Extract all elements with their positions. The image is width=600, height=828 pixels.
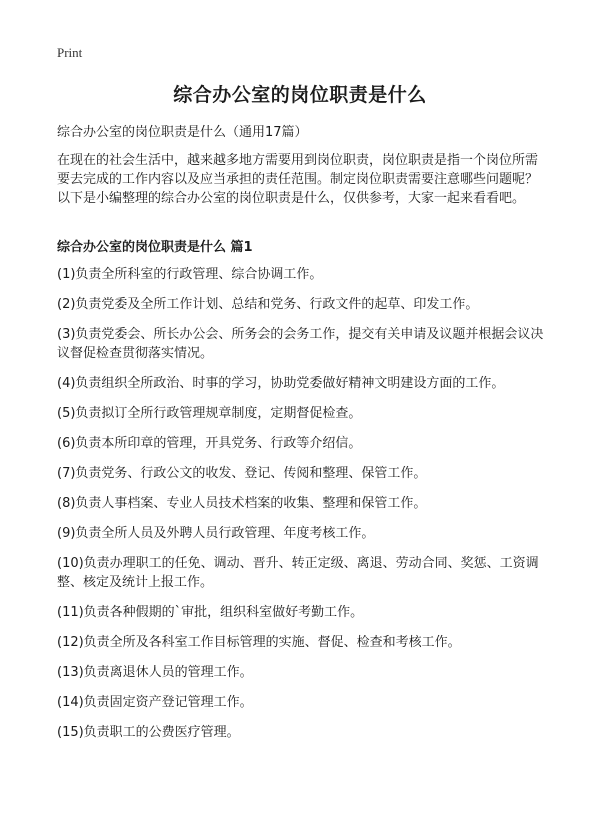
list-item: (6)负责本所印章的管理，开具党务、行政等介绍信。 — [57, 436, 362, 451]
page-title: 综合办公室的岗位职责是什么 — [173, 84, 427, 106]
print-label[interactable]: Print — [57, 45, 83, 60]
duty-list — [57, 265, 547, 753]
list-item: (9)负责全所人员及外聘人员行政管理、年度考核工作。 — [57, 526, 375, 541]
list-item: (2)负责党委及全所工作计划、总结和党务、行政文件的起草、印发工作。 — [57, 297, 479, 312]
list-item: (7)负责党务、行政公文的收发、登记、传阅和整理、保管工作。 — [57, 466, 427, 481]
list-item: (3)负责党委会、所长办公会、所务会的会务工作，提交有关申请及议题并根据会议决议督促检查贯彻落实情况。 — [57, 327, 544, 361]
list-item: (5)负责拟订全所行政管理规章制度，定期督促检查。 — [57, 406, 362, 421]
list-item: (8)负责人事档案、专业人员技术档案的收集、整理和保管工作。 — [57, 496, 427, 511]
list-item: (14)负责固定资产登记管理工作。 — [57, 695, 253, 710]
list-item: (13)负责离退休人员的管理工作。 — [57, 665, 253, 680]
document-subtitle: 综合办公室的岗位职责是什么（通用17篇） — [57, 125, 308, 140]
list-item: (1)负责全所科室的行政管理、综合协调工作。 — [57, 267, 323, 282]
list-item: (12)负责全所及各科室工作目标管理的实施、督促、检查和考核工作。 — [57, 635, 461, 650]
list-item: (11)负责各种假期的`审批，组织科室做好考勤工作。 — [57, 605, 364, 620]
list-item: (4)负责组织全所政治、时事的学习，协助党委做好精神文明建设方面的工作。 — [57, 376, 505, 391]
intro-paragraph: 在现在的社会生活中，越来越多地方需要用到岗位职责，岗位职责是指一个岗位所需要去完成的工作内容以及应当承担的责任范围。制定岗位职责需要注意哪些问题呢？以下是小编整理的综合办公室的岗位职责是什么，仅供参考，大家一起来看看吧。 — [57, 153, 539, 206]
list-item: (15)负责职工的公费医疗管理。 — [57, 725, 240, 740]
section-heading: 综合办公室的岗位职责是什么 篇1 — [57, 240, 253, 255]
list-item: (10)负责办理职工的任免、调动、晋升、转正定级、离退、劳动合同、奖惩、工资调整、核定及统计上报工作。 — [57, 556, 539, 590]
